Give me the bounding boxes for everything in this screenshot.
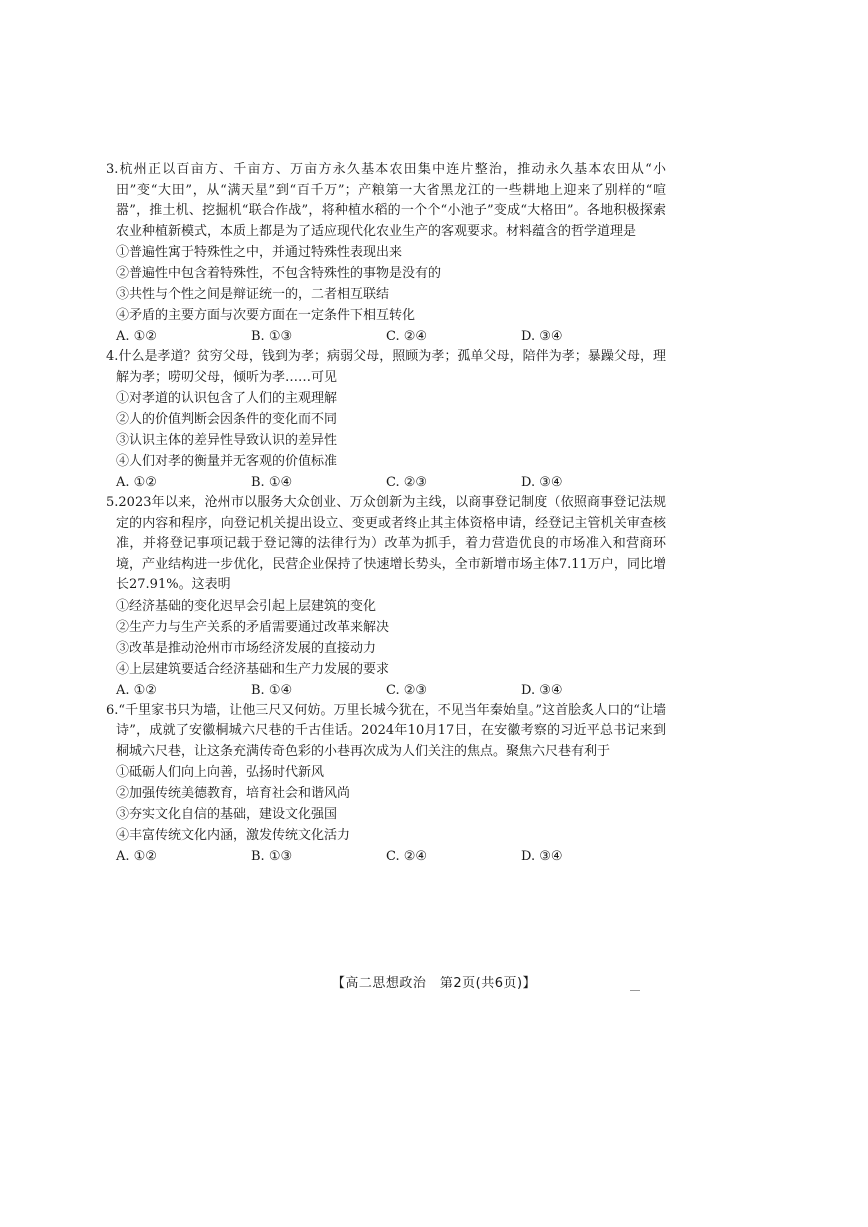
answer-c: C. ②③ bbox=[386, 475, 428, 490]
answer-b: B. ①③ bbox=[251, 329, 293, 344]
decorative-dash bbox=[630, 990, 640, 991]
question-stem: 6.“千里家书只为墙，让他三尺又何妨。万里长城今犹在，不见当年秦始皇。”这首脍炙人口的“让墙诗”，成就了安徽桐城六尺巷的千古佳话。2024年10月17日，在安徽考察的习近平总书记来到桐城六尺巷，让这条充满传奇色彩的小巷再次成为人们关注的焦点。聚焦六尺巷有利于 bbox=[106, 702, 666, 759]
option-4: ④矛盾的主要方面与次要方面在一定条件下相互转化 bbox=[116, 308, 416, 323]
option-3: ③认识主体的差异性导致认识的差异性 bbox=[116, 433, 338, 448]
answer-choices bbox=[106, 472, 666, 493]
answer-a: A. ①② bbox=[116, 849, 157, 864]
option-2: ②人的价值判断会因条件的变化而不同 bbox=[116, 412, 338, 427]
answer-choices bbox=[106, 846, 666, 867]
question-stem: 4.什么是孝道？贫穷父母，钱到为孝；病弱父母，照顾为孝；孤单父母，陪伴为孝；暴躁父母，理解为孝；唠叨父母，倾听为孝……可见 bbox=[106, 349, 666, 385]
answer-choices bbox=[106, 326, 666, 347]
option-1: ①经济基础的变化迟早会引起上层建筑的变化 bbox=[116, 598, 377, 614]
option-4: ④上层建筑要适合经济基础和生产力发展的要求 bbox=[116, 661, 390, 677]
answer-d: D. ③④ bbox=[521, 849, 563, 864]
option-3: ③改革是推动沧州市市场经济发展的直接动力 bbox=[116, 640, 377, 656]
answer-d: D. ③④ bbox=[521, 682, 563, 698]
question-4 bbox=[106, 347, 666, 493]
option-4: ④丰富传统文化内涵，激发传统文化活力 bbox=[116, 828, 351, 843]
option-4: ④人们对孝的衡量并无客观的价值标准 bbox=[116, 454, 338, 469]
question-list bbox=[106, 160, 666, 867]
answer-d: D. ③④ bbox=[521, 475, 563, 490]
option-1: ①普遍性寓于特殊性之中，并通过特殊性表现出来 bbox=[116, 245, 403, 260]
question-6 bbox=[106, 701, 666, 868]
answer-b: B. ①④ bbox=[251, 682, 293, 698]
option-2: ②加强传统美德教育，培育社会和谐风尚 bbox=[116, 786, 351, 801]
answer-a: A. ①② bbox=[116, 329, 157, 344]
option-3: ③共性与个性之间是辩证统一的，二者相互联结 bbox=[116, 287, 390, 302]
option-2: ②生产力与生产关系的矛盾需要通过改革来解决 bbox=[116, 619, 390, 635]
answer-c: C. ②④ bbox=[386, 329, 428, 344]
option-1: ①对孝道的认识包含了人们的主观理解 bbox=[116, 391, 338, 406]
answer-choices bbox=[106, 680, 666, 701]
option-2: ②普遍性中包含着特殊性，不包含特殊性的事物是没有的 bbox=[116, 266, 442, 281]
answer-c: C. ②④ bbox=[386, 849, 428, 864]
answer-d: D. ③④ bbox=[521, 329, 563, 344]
question-stem: 3.杭州正以百亩方、千亩方、万亩方永久基本农田集中连片整治，推动永久基本农田从“小田”变“大田”，从“满天星”到“百千万”；产粮第一大省黑龙江的一些耕地上迎来了别样的“喧嚣”，推土机、挖掘机“联合作战”，将种植水稻的一个个“小池子”变成“大格田”。各地积极探索农业种植新模式，本质上都是为了适应现代化农业生产的客观要求。材料蕴含的哲学道理是 bbox=[106, 162, 666, 239]
option-1: ①砥砺人们向上向善，弘扬时代新风 bbox=[116, 765, 325, 780]
question-3 bbox=[106, 160, 666, 347]
option-3: ③夯实文化自信的基础，建设文化强国 bbox=[116, 807, 338, 822]
answer-b: B. ①④ bbox=[251, 475, 293, 490]
answer-b: B. ①③ bbox=[251, 849, 293, 864]
question-5 bbox=[106, 493, 666, 701]
answer-a: A. ①② bbox=[116, 475, 157, 490]
page-footer: 【高二思想政治 第2页(共6页)】 bbox=[331, 976, 537, 991]
answer-a: A. ①② bbox=[116, 682, 157, 698]
question-stem: 5.2023年以来，沧州市以服务大众创业、万众创新为主线，以商事登记制度（依照商事登记法规定的内容和程序，向登记机关提出设立、变更或者终止其主体资格申请，经登记主管机关审查核准，并将登记事项记载于登记簿的法律行为）改革为抓手，着力营造优良的市场准入和营商环境，产业结构进一步优化，民营企业保持了快速增长势头，全市新增市场主体7.11万户，同比增长27.91%。这表明 bbox=[106, 495, 666, 592]
answer-c: C. ②③ bbox=[386, 682, 428, 698]
